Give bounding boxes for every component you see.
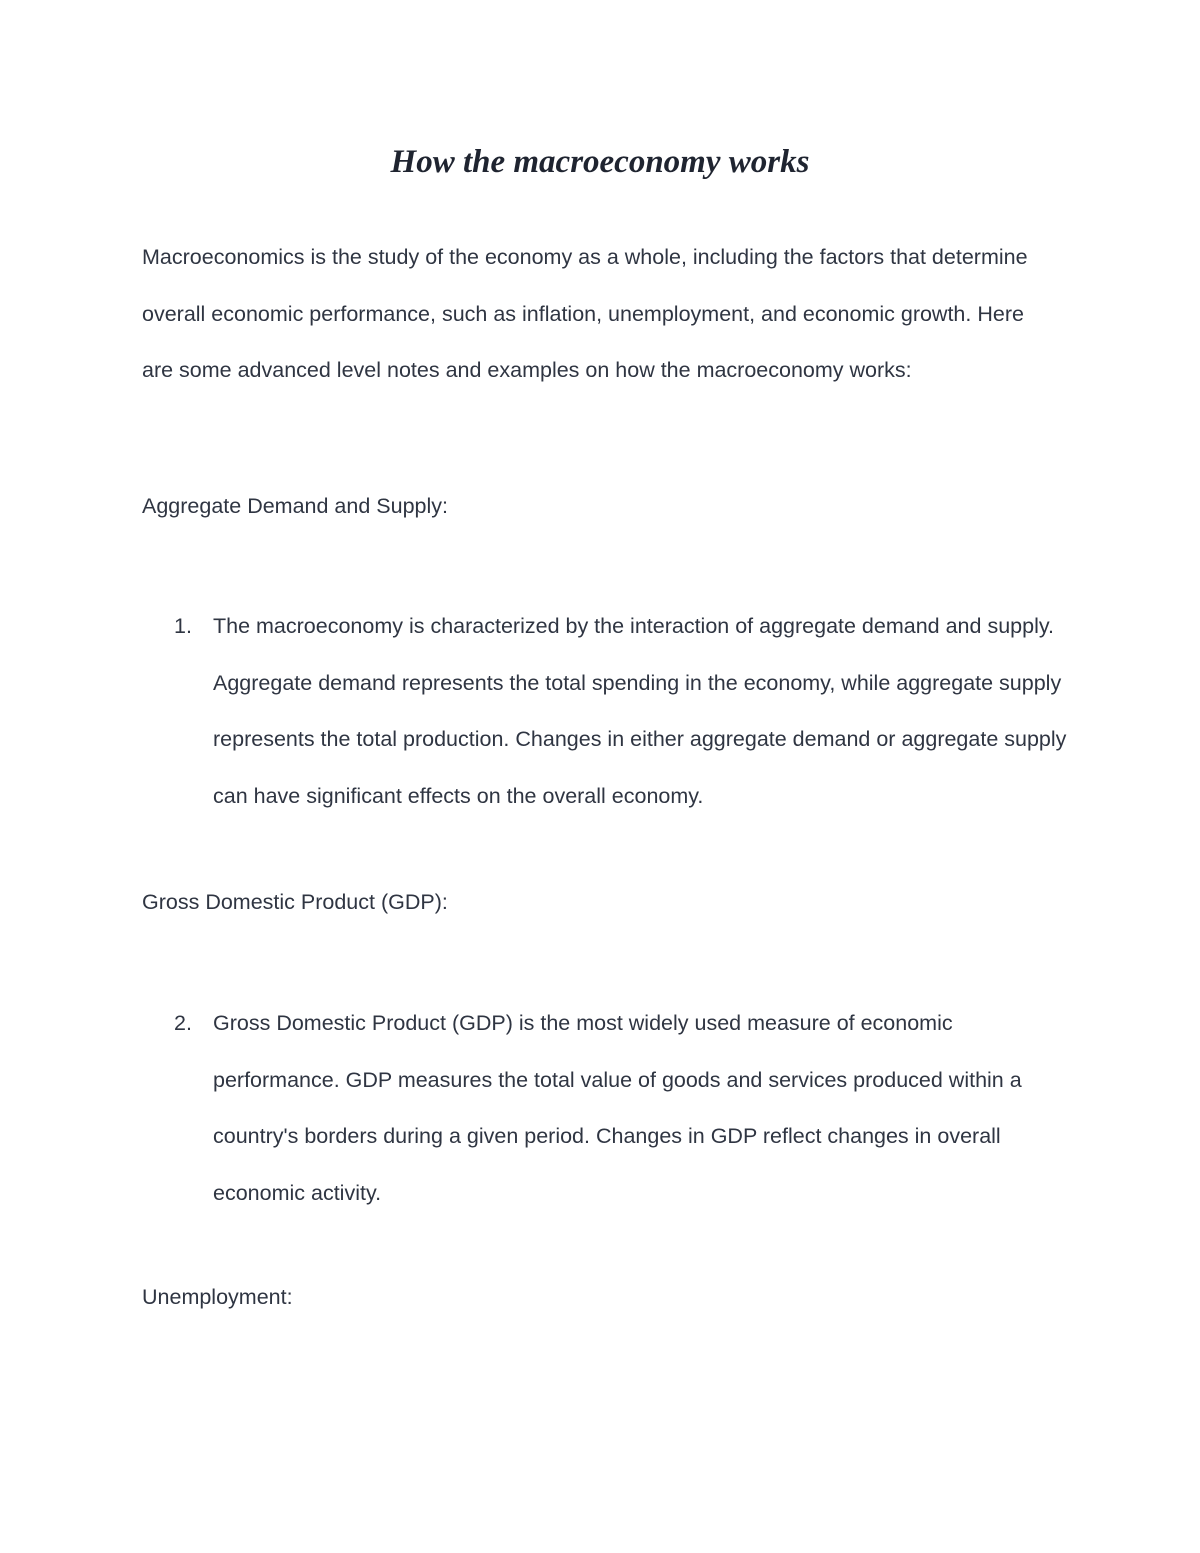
list-item-number: 1. xyxy=(174,614,192,638)
list-item-text: The macroeconomy is characterized by the interaction of aggregate demand and supply. Aggregate demand represents the total spending in the economy, while aggregate supply represents the total production. Changes in either aggregate demand or aggregate supply can have significant effects on the overall economy. xyxy=(213,614,1067,809)
document-title: How the macroeconomy works xyxy=(390,144,810,180)
list-item-number: 2. xyxy=(174,1011,192,1035)
intro-paragraph: Macroeconomics is the study of the economy as a whole, including the factors that determine overall economic performance, such as inflation, unemployment, and economic growth. Here are some advanced level notes and examples on how the macroeconomy works: xyxy=(142,245,1028,383)
list-item xyxy=(142,598,1092,828)
section-heading-unemployment: Unemployment: xyxy=(142,1285,293,1309)
section-heading-gdp: Gross Domestic Product (GDP): xyxy=(142,890,448,914)
list-item-text: Gross Domestic Product (GDP) is the most widely used measure of economic performance. GDP measures the total value of goods and services produced within a country's borders during a given period. Changes in GDP reflect changes in overall economic activity. xyxy=(213,1011,1022,1206)
list-item xyxy=(142,995,1092,1225)
section-heading-aggregate-demand: Aggregate Demand and Supply: xyxy=(142,494,448,518)
